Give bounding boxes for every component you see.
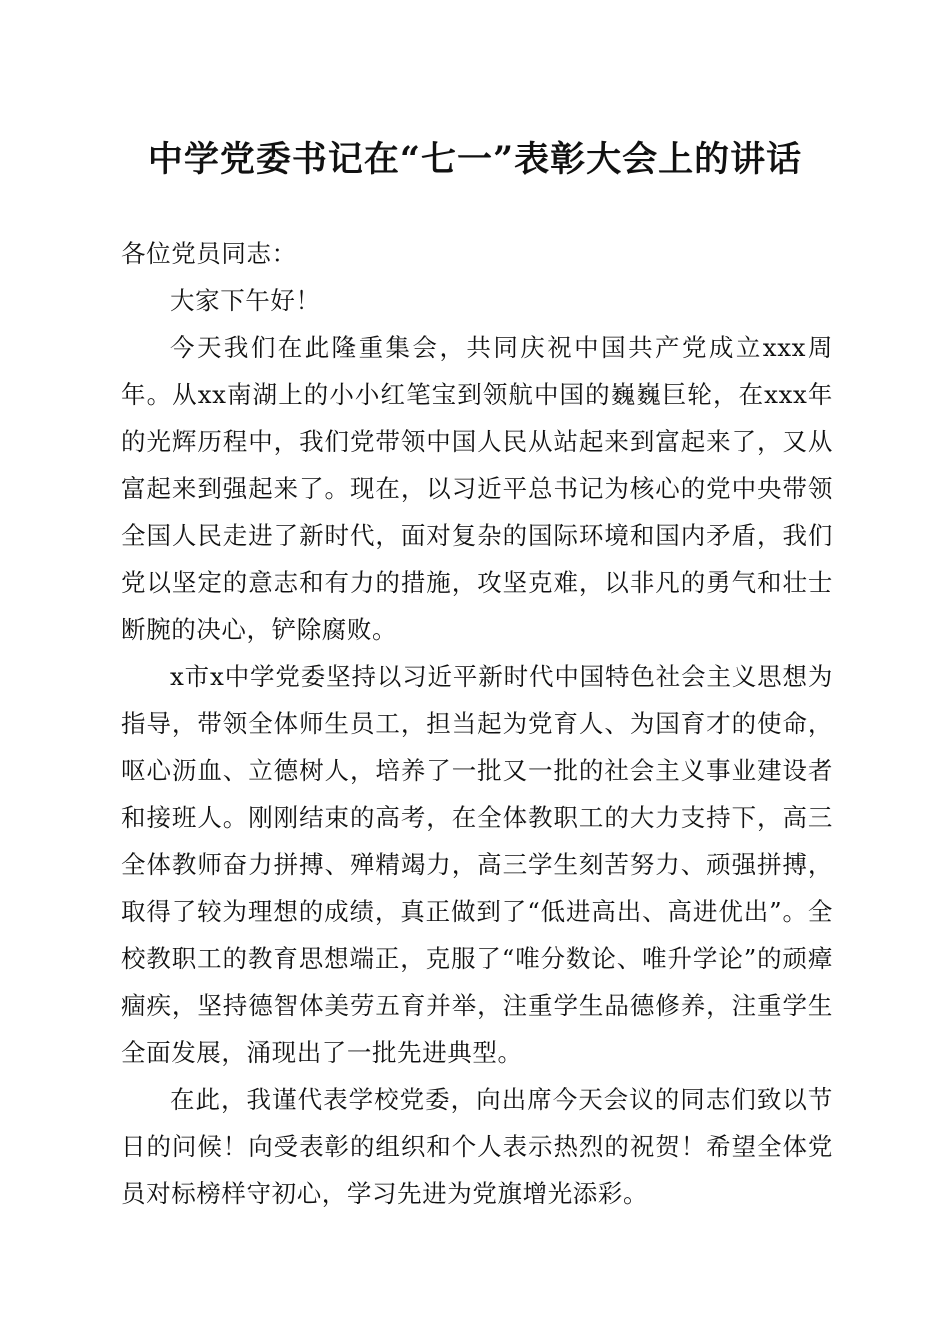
paragraph-school-achievements: x市x中学党委坚持以习近平新时代中国特色社会主义思想为指导，带领全体师生员工，担当起为党育人、为国育才的使命，呕心沥血、立德树人，培养了一批又一批的社会主义事业建设者和接班人。刚刚结束的高考，在全体教职工的大力支持下，高三全体教师奋力拼搏、殚精竭力，高三学生刻苦努力、顽强拼搏，取得了较为理想的成绩，真正做到了“低进高出、高进优出”。全校教职工的教育思想端正，克服了“唯分数论、唯升学论”的顽瘴痼疾，坚持德智体美劳五育并举，注重学生品德修养，注重学生全面发展，涌现出了一批先进典型。 — [121, 662, 833, 1067]
paragraph-congratulations: 在此，我谨代表学校党委，向出席今天会议的同志们致以节日的问候！向受表彰的组织和个人表示热烈的祝贺！希望全体党员对标榜样守初心，学习先进为党旗增光添彩。 — [121, 1085, 833, 1208]
document-title: 中学党委书记在“七一”表彰大会上的讲话 — [147, 139, 803, 180]
document-body — [121, 230, 833, 1217]
salutation: 各位党员同志： — [121, 239, 297, 268]
paragraph-greeting: 大家下午好！ — [170, 286, 321, 315]
paragraph-party-history: 今天我们在此隆重集会，共同庆祝中国共产党成立xxx周年。从xx南湖上的小小红笔宝到领航中国的巍巍巨轮，在xxx年的光辉历程中，我们党带领中国人民从站起来到富起来了，又从富起来到强起来了。现在，以习近平总书记为核心的党中央带领全国人民走进了新时代，面对复杂的国际环境和国内矛盾，我们党以坚定的意志和有力的措施，攻坚克难，以非凡的勇气和壮士断腕的决心，铲除腐败。 — [121, 333, 833, 644]
